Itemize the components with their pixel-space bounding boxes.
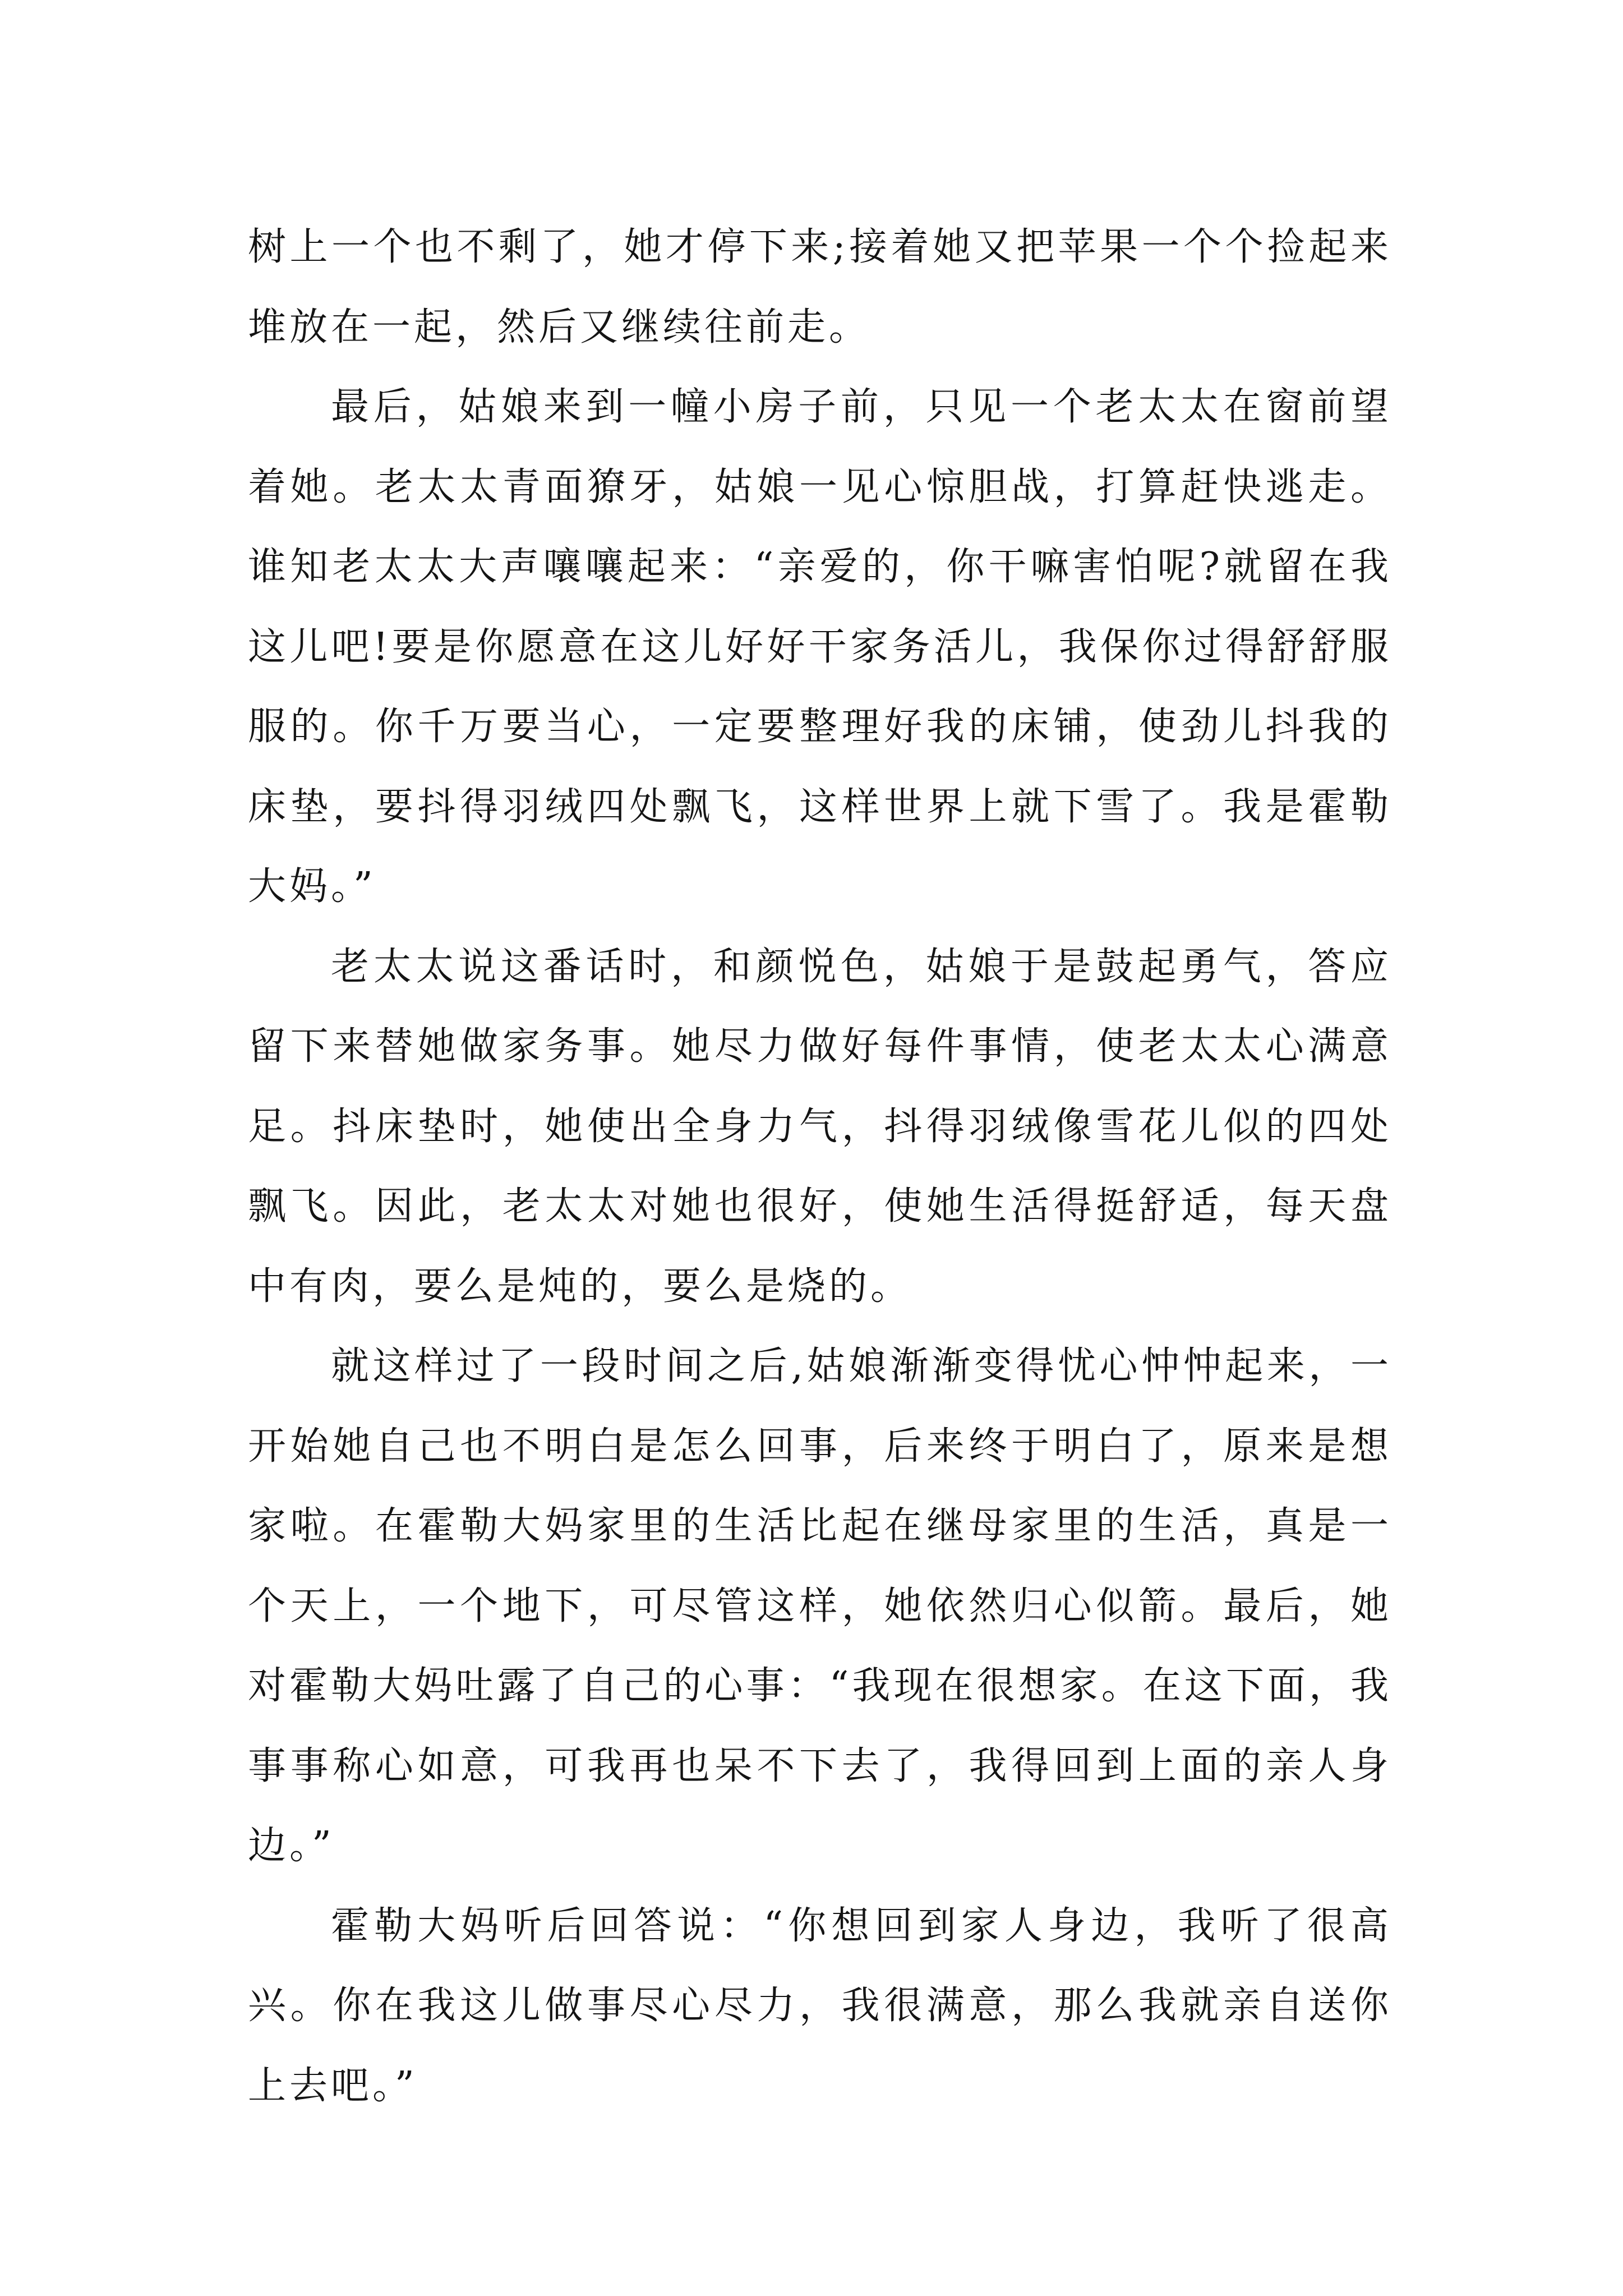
paragraph: 就这样过了一段时间之后,姑娘渐渐变得忧心忡忡起来，一开始她自己也不明白是怎么回事，后来终于明白了，原来是想家啦。在霍勒大妈家里的生活比起在继母家里的生活，真是一个天上，一个地下，可尽管这样，她依然归心似箭。最后，她对霍勒大妈吐露了自己的心事：“我现在很想家。在这下面，我事事称心如意，可我再也呆不下去了，我得回到上面的亲人身边。” <box>248 1344 1392 1868</box>
paragraph: 老太太说这番话时，和颜悦色，姑娘于是鼓起勇气，答应留下来替她做家务事。她尽力做好每件事情，使老太太心满意足。抖床垫时，她使出全身力气，抖得羽绒像雪花儿似的四处飘飞。因此，老太太对她也很好，使她生活得挺舒适，每天盘中有肉，要么是炖的，要么是烧的。 <box>248 944 1392 1309</box>
paragraph: 树上一个也不剩了，她才停下来;接着她又把苹果一个个捡起来堆放在一起，然后又继续往前走。 <box>248 225 1392 349</box>
paragraph: 霍勒大妈听后回答说：“你想回到家人身边，我听了很高兴。你在我这儿做事尽心尽力，我很满意，那么我就亲自送你上去吧。” <box>248 1903 1392 2108</box>
body-text <box>248 208 1392 2126</box>
paragraph: 最后，姑娘来到一幢小房子前，只见一个老太太在窗前望着她。老太太青面獠牙，姑娘一见心惊胆战，打算赶快逃走。谁知老太太大声嚷嚷起来：“亲爱的，你干嘛害怕呢?就留在我这儿吧!要是你愿意在这儿好好干家务活儿，我保你过得舒舒服服的。你千万要当心，一定要整理好我的床铺，使劲儿抖我的床垫，要抖得羽绒四处飘飞，这样世界上就下雪了。我是霍勒大妈。” <box>248 385 1392 909</box>
